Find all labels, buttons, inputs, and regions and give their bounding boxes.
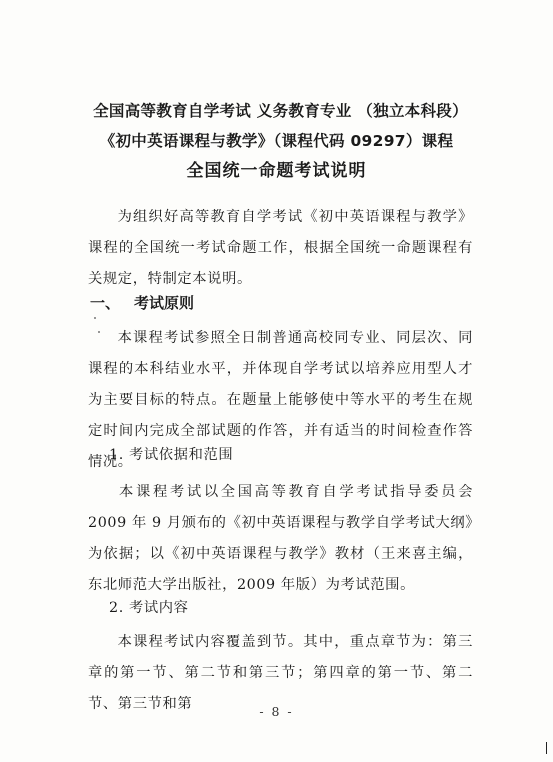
subsection-heading-basis: 1. 考试依据和范围 [109,447,234,463]
subsection-paragraph-basis-text: 本课程考试以全国高等教育自学考试指导委员会 2009 年 9 月颁布的《初中英语课程与教学自学考试大纲》为依据；以《初中英语课程与教学》教材（王来喜主编，东北师范大学出版社，2009 年版）为考试范围。 [88,484,473,593]
subsection-heading-content: 2. 考试内容 [109,600,189,616]
section-heading [90,292,194,313]
intro-text: 为组织好高等教育自学考试《初中英语课程与教学》课程的全国统一考试命题工作，根据全国统一命题课程有关规定，特制定本说明。 [88,209,473,287]
page-number: - 8 - [259,704,294,719]
section-paragraph-text: 本课程考试参照全日制普通高校同专业、同层次、同课程的本科结业水平，并体现自学考试以培养应用型人才为主要目标的特点。在题量上能够使中等水平的考生在规定时间内完成全部试题的作答，并有适当的时间检查作答情况。 [88,330,473,470]
title-line-document-type: 全国统一命题考试说明 [186,161,367,181]
document-title-block [0,96,553,186]
section-heading-text: 考试原则 [134,294,195,312]
scan-speck [98,331,100,333]
section-number: 一、 [90,294,121,312]
title-line-course-name: 《初中英语课程与教学》（课程代码 09297）课程 [99,132,454,150]
scan-speck [94,317,96,319]
title-line-exam-name: 全国高等教育自学考试 义务教育专业 （独立本科段） [93,102,468,120]
subsection-paragraph-basis [88,477,473,601]
subsection-paragraph-content-text: 本课程考试内容覆盖到节。其中，重点章节为：第三章的第一节、第二节和第三节；第四章的第一节、第二节、第三节和第 [88,634,473,712]
intro-paragraph [88,202,473,295]
scan-edge-mark [540,742,547,754]
